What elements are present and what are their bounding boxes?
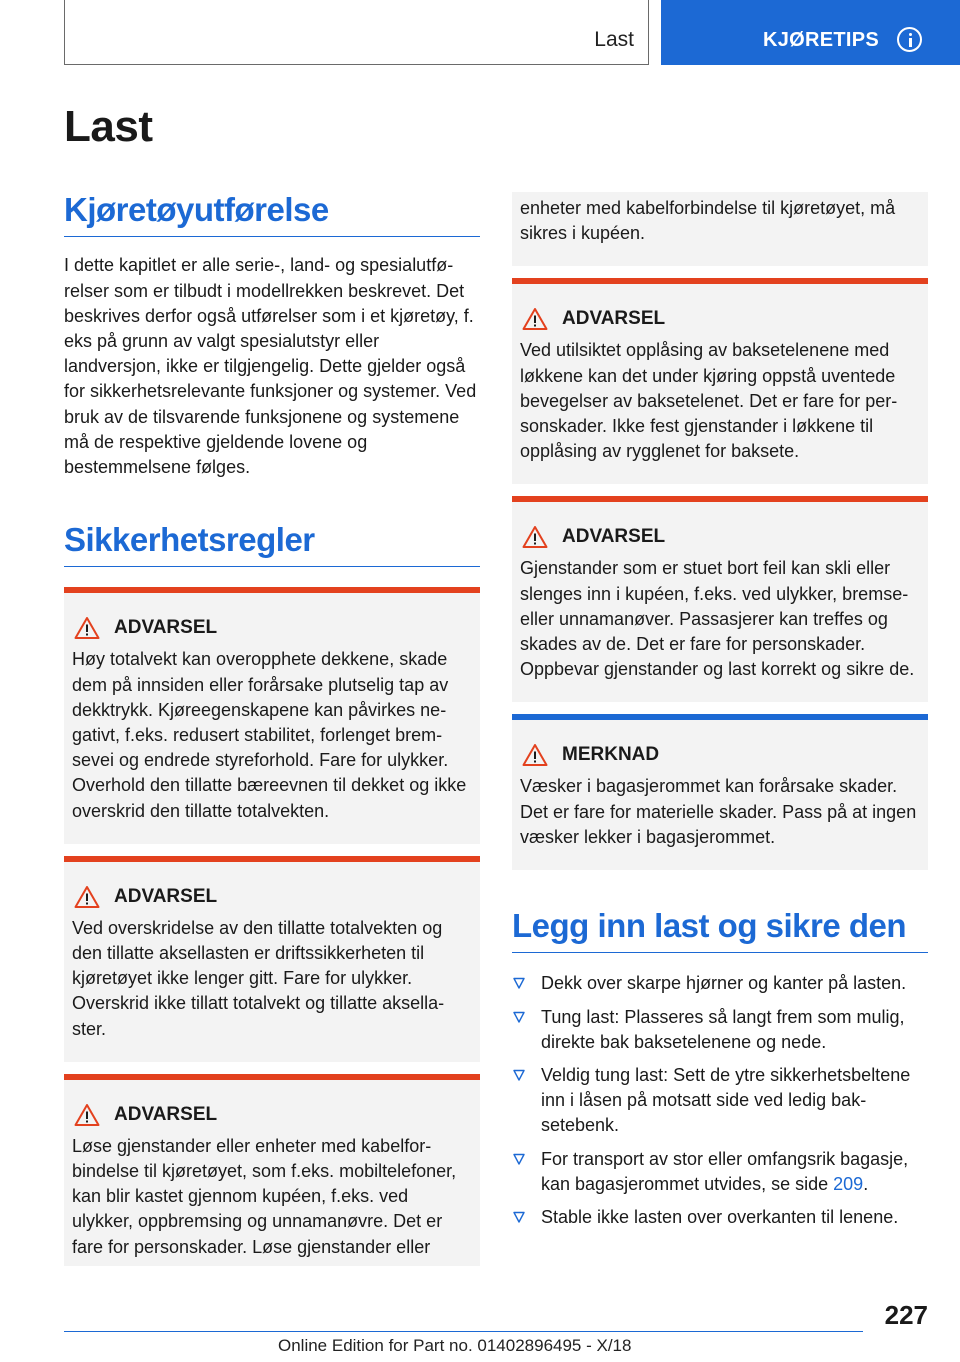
note-box (512, 714, 928, 870)
header-section-tab[interactable] (661, 0, 960, 65)
triangle-bullet-icon (513, 1069, 525, 1081)
triangle-bullet-icon (513, 1153, 525, 1165)
warning-text: Gjenstander som er stuet bort feil kan skli eller slenges inn i kupéen, f.eks. ved ulykker, bremse- eller unnamanøver. Passasjerer kan treffes og skades av de. Det er fare for personskader. Oppbevar gjenstander og last korrekt og sikre de. (520, 558, 915, 680)
warning-title-row (72, 884, 472, 910)
header-section-label: KJØRETIPS (763, 29, 880, 51)
warning-triangle-icon (74, 616, 100, 640)
warning-text: Ved utilsiktet opplåsing av baksetelenene med løkkene kan det under kjøring oppstå uventede bevegelser av baksetelenet. Det er fare for personskader. Ikke fest gjenstander i løkkene til opplåsing av rygglenet for baksete. (520, 340, 898, 462)
warning-title-row (72, 615, 472, 641)
warning-box (64, 856, 480, 1062)
left-column (64, 192, 480, 1266)
list-item (512, 1205, 928, 1230)
warning-title: ADVARSEL (114, 1103, 218, 1125)
warning-box (64, 587, 480, 843)
warning-text: Ved overskridelse av den tillatte totalvekten og den tillatte aksellasten er driftssikkerheten til kjøretøyet ikke lenger gitt. Fare for ulykker. Overskrid ikke tillatt totalvekt og tillatte aksellaster. (72, 917, 445, 1039)
list-item-text-end: . (863, 1173, 869, 1194)
intro-paragraph: I dette kapitlet er alle serie-, land- og spesialutførelser som er tilbudt i modellrekken beskrevet. Det beskrives derfor også utførelser som i et kjøretøy, f. eks på grunn av valgt spesialutstyr eller landversjon, ikke er tilgjengelig. Dette gjelder også for sikkerhetsrelevante funksjoner og systemer. Ved bruk av de tilsvarende funksjonene og systemene må de respektive gjeldende lovene og bestemmelsene følges. (64, 255, 477, 477)
warning-box (64, 1074, 480, 1266)
warning-text: Løse gjenstander eller enheter med kabelforbindelse til kjøretøyet, som f.eks. mobiltelefoner, kan blir kastet gjennom kupéen, f.eks. ved ulykker, oppbremsing og unnamanøvre. Det er fare for personskader. Løse gjenstander eller (72, 1135, 457, 1257)
warning-box-continued (512, 192, 928, 266)
note-title: MERKNAD (562, 744, 660, 766)
footer-edition: Online Edition for Part no. 01402896495 - X/18 (278, 1336, 632, 1355)
info-icon[interactable] (897, 27, 922, 52)
warning-triangle-icon (522, 743, 548, 767)
page-reference-link[interactable]: 209 (833, 1173, 864, 1194)
warning-box (512, 496, 928, 702)
warning-title: ADVARSEL (114, 617, 218, 639)
list-item (512, 1147, 928, 1197)
warning-triangle-icon (74, 885, 100, 909)
warning-title: ADVARSEL (562, 526, 666, 548)
warning-title-row (72, 1102, 472, 1128)
list-item-text: Tung last: Plasseres så langt frem som mulig, direkte bak baksetelenene og nede. (541, 1006, 905, 1052)
warning-triangle-icon (522, 307, 548, 331)
header-title: Last (594, 28, 634, 51)
triangle-bullet-icon (513, 1011, 525, 1023)
list-item-text: For transport av stor eller omfangsrik bagasje, kan bagasjerommet utvides, se side (541, 1148, 909, 1194)
list-item-text: Dekk over skarpe hjørner og kanter på lasten. (541, 973, 907, 994)
warning-triangle-icon (74, 1103, 100, 1127)
triangle-bullet-icon (513, 977, 525, 989)
heading-load-and-secure: Legg inn last og sikre den (512, 908, 928, 953)
warning-text-continued: enheter med kabelforbindelse til kjøretøyet, må sikres i kupéen. (520, 198, 896, 244)
footer-divider (64, 1331, 863, 1332)
right-column (512, 192, 928, 1238)
warning-title-row (520, 524, 920, 550)
warning-text: Høy totalvekt kan overopphete dekkene, skade dem på innsiden eller forårsake plutselig tap av dekktrykk. Kjøreegenskapene kan påvirkes negativt, f.eks. redusert stabilitet, forlenget bremsevei og endrede styreforhold. Fare for ulykker. Overhold den tillatte bæreevnen til dekket og ikke overskrid den tillatte totalvekten. (72, 649, 467, 821)
list-item (512, 1005, 928, 1055)
list-item (512, 971, 928, 996)
header-title-box (64, 0, 649, 65)
triangle-bullet-icon (513, 1211, 525, 1223)
heading-vehicle-equipment: Kjøretøyutførelse (64, 192, 480, 237)
note-title-row (520, 742, 920, 768)
note-text: Væsker i bagasjerommet kan forårsake skader. Det er fare for materielle skader. Pass på at ingen væsker lekker i bagasjerommet. (520, 776, 917, 847)
warning-triangle-icon (522, 525, 548, 549)
list-item-text: Veldig tung last: Sett de ytre sikkerhetsbeltene inn i låsen på motsatt side ved ledig baksetebenk. (541, 1064, 911, 1136)
page-number: 227 (884, 1300, 928, 1330)
load-instructions-list (512, 971, 928, 1230)
warning-title-row (520, 306, 920, 332)
list-item (512, 1063, 928, 1139)
page-title: Last (64, 102, 153, 151)
warning-title: ADVARSEL (114, 885, 218, 907)
list-item-text: Stable ikke lasten over overkanten til lenene. (541, 1206, 899, 1227)
heading-safety-rules: Sikkerhetsregler (64, 522, 480, 567)
warning-title: ADVARSEL (562, 308, 666, 330)
warning-box (512, 278, 928, 484)
